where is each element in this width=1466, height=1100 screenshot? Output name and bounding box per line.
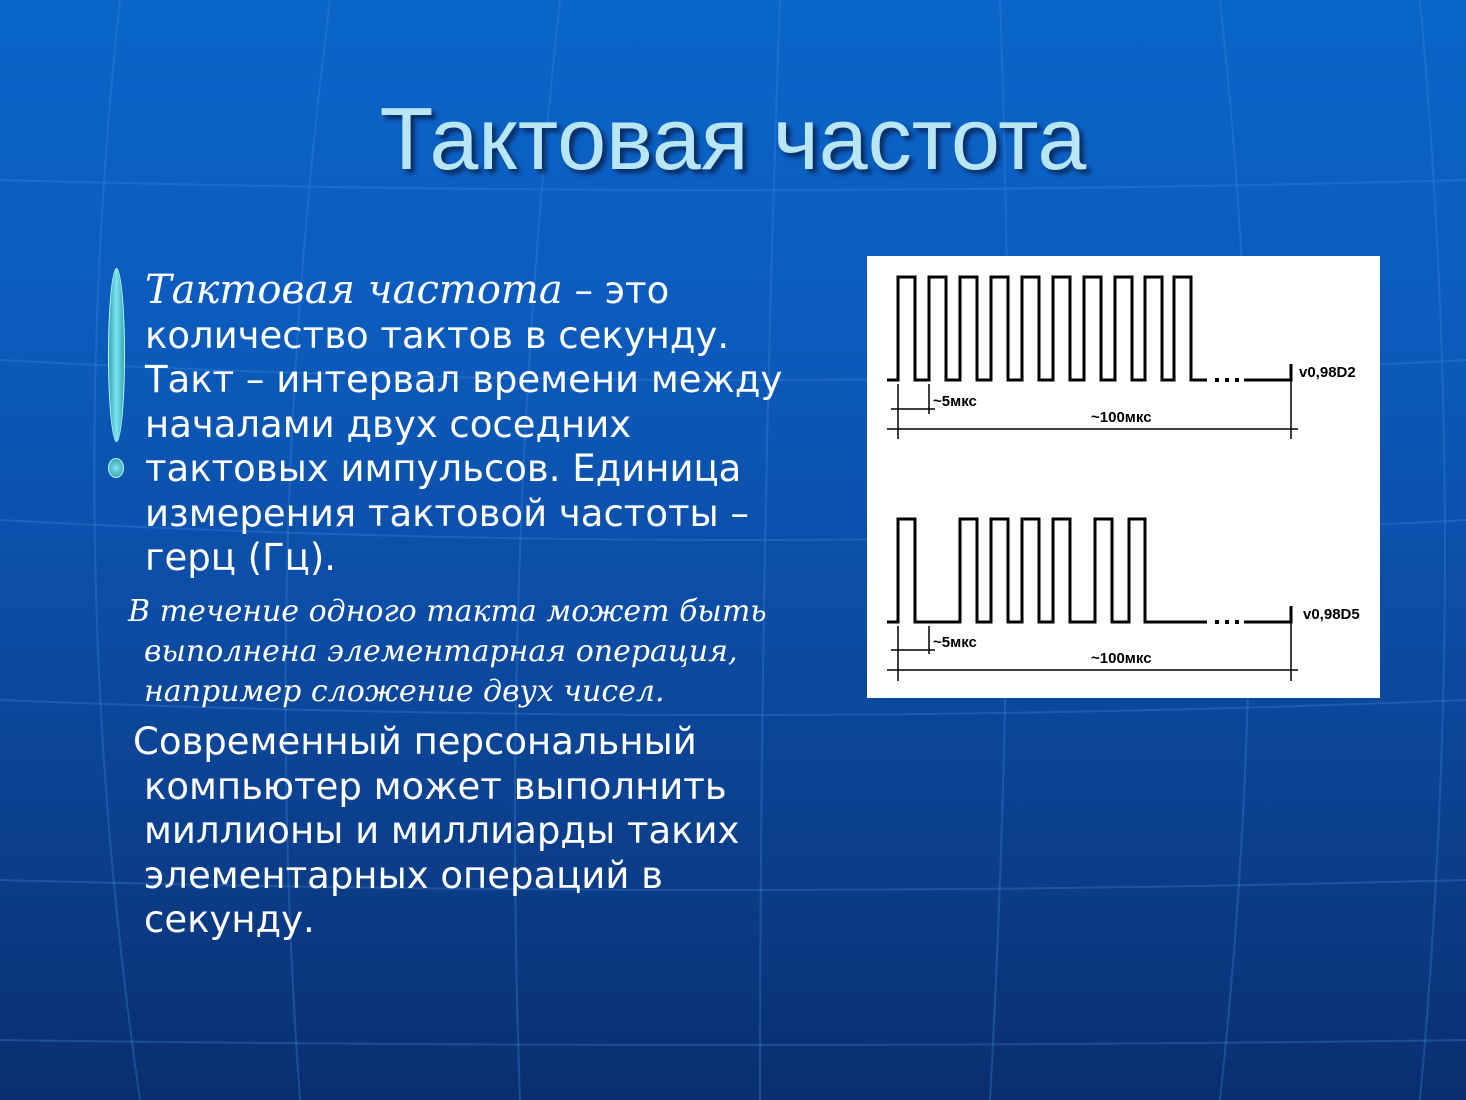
- note-line: например сложение двух чисел.: [144, 674, 665, 709]
- definition-line: Такт – интервал времени между: [145, 358, 783, 401]
- top-ellipsis-dot: [1225, 378, 1229, 382]
- top-signal-label: v0,98D2: [1299, 364, 1356, 381]
- top-period-label: ~5мкс: [933, 393, 977, 410]
- conclusion-line: Современный персональный: [133, 720, 697, 763]
- bullet-dot-icon: [108, 458, 124, 478]
- bottom-period-marker: [891, 626, 935, 681]
- definition-line: количество тактов в секунду.: [145, 313, 730, 357]
- top-span-label: ~100мкс: [1091, 409, 1152, 426]
- note-line: выполнена элементарная операция,: [144, 634, 738, 669]
- bullet-bar-icon: [108, 268, 125, 442]
- slide-title: Тактовая частота: [379, 89, 1087, 188]
- definition-line: тактовых импульсов. Единица: [145, 447, 742, 490]
- bottom-span-label: ~100мкс: [1091, 650, 1152, 667]
- note-paragraph: [128, 592, 848, 712]
- top-ellipsis-dot: [1215, 378, 1219, 382]
- top-clock-waveform: [887, 277, 1207, 380]
- top-period-marker: [891, 384, 935, 439]
- conclusion-line: элементарных операций в: [144, 853, 663, 897]
- definition-paragraph: [145, 268, 865, 581]
- bottom-tail-line: [1244, 606, 1291, 622]
- top-ellipsis-dot: [1235, 378, 1239, 382]
- clock-signal-diagram: [867, 256, 1380, 698]
- conclusion-line: секунду.: [144, 898, 315, 941]
- conclusion-line: компьютер может выполнить: [144, 764, 727, 808]
- bottom-period-label: ~5мкс: [933, 634, 977, 651]
- conclusion-line: миллионы и миллиарды таких: [144, 809, 740, 852]
- bottom-ellipsis-dot: [1225, 620, 1229, 624]
- bottom-ellipsis-dot: [1215, 620, 1219, 624]
- definition-line: – это: [562, 269, 670, 312]
- definition-line: герц (Гц).: [145, 536, 337, 579]
- definition-term: Тактовая частота: [145, 267, 563, 313]
- note-line: В течение одного такта может быть: [128, 594, 767, 629]
- bottom-signal-label: v0,98D5: [1303, 606, 1360, 623]
- definition-line: началами двух соседних: [145, 402, 632, 446]
- definition-line: измерения тактовой частоты –: [145, 491, 750, 535]
- bottom-ellipsis-dot: [1235, 620, 1239, 624]
- top-tail-line: [1244, 364, 1291, 380]
- conclusion-paragraph: [130, 720, 850, 943]
- bottom-clock-waveform: [887, 519, 1207, 622]
